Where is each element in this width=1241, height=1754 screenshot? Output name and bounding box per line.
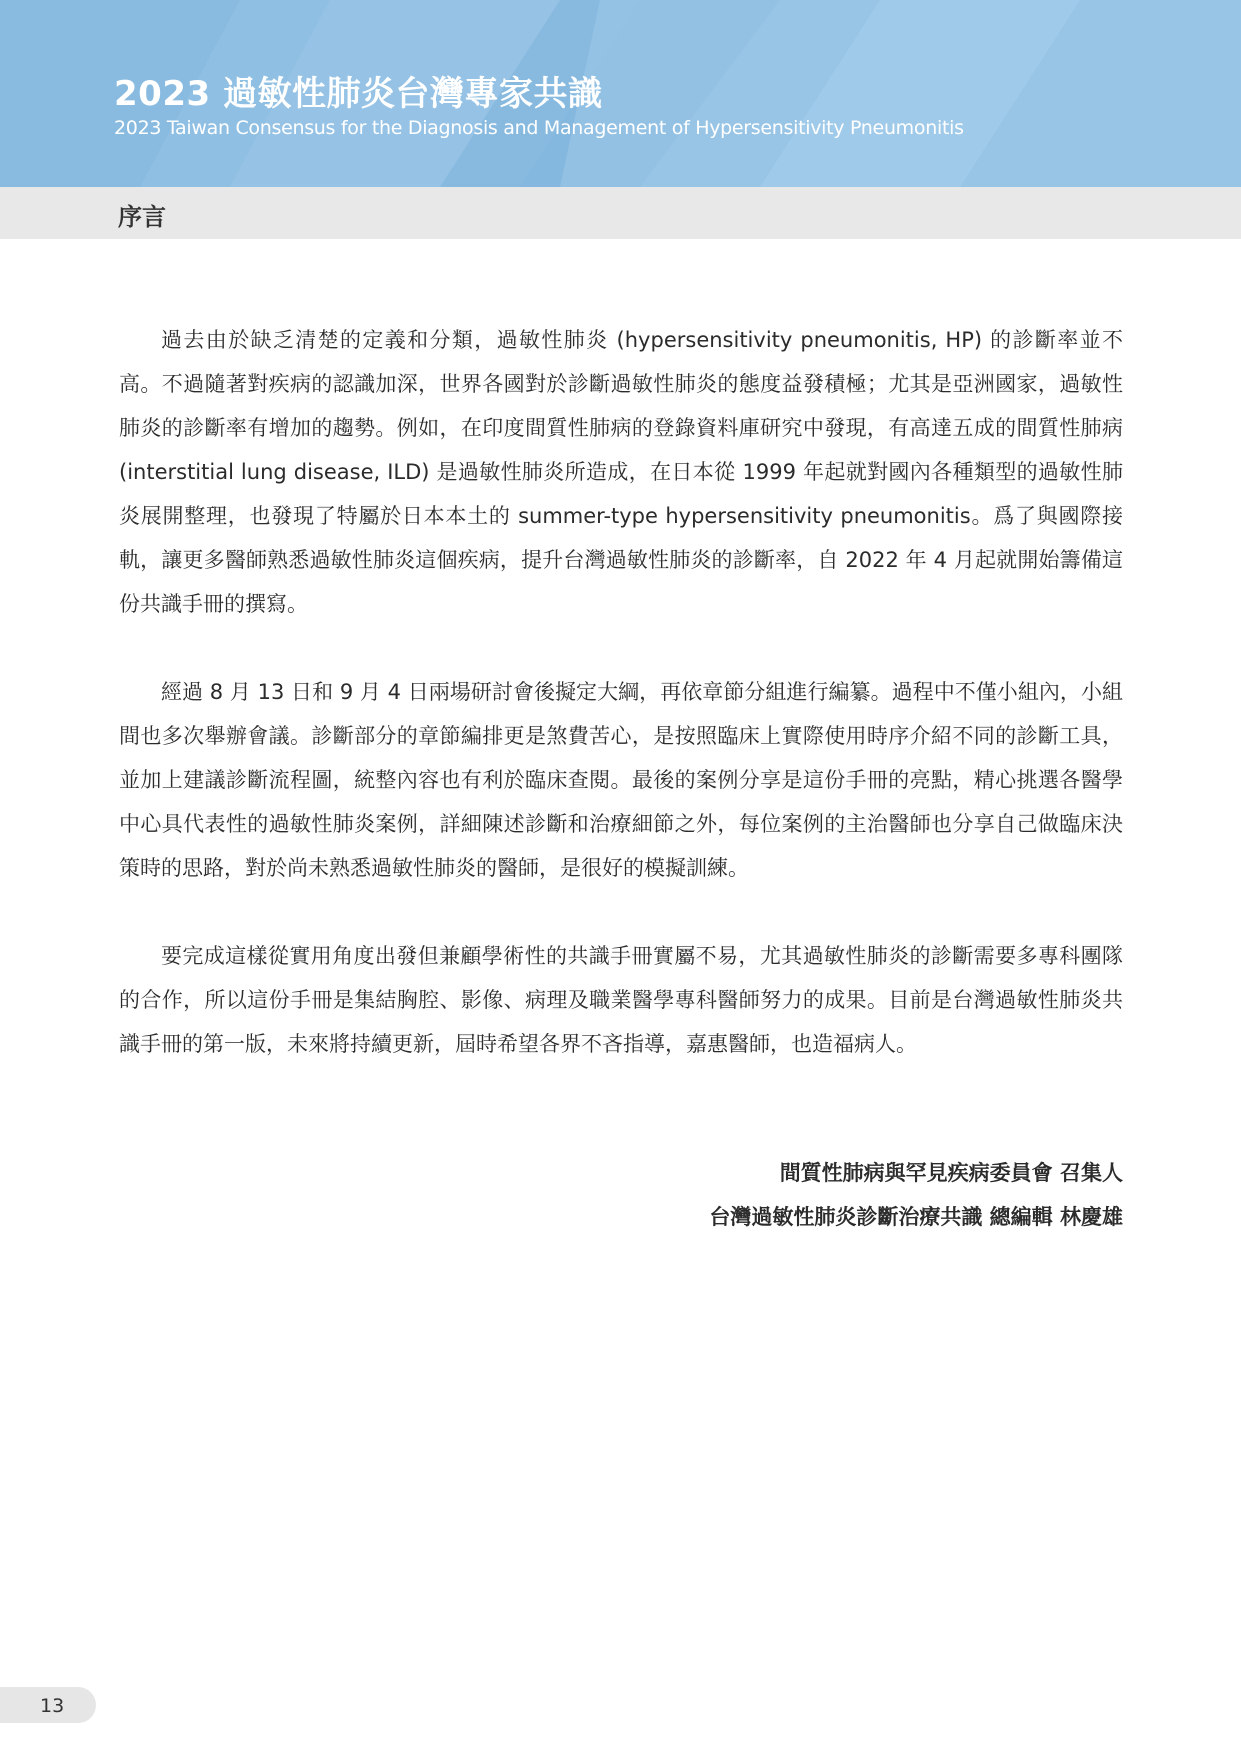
header-banner <box>0 0 1241 187</box>
document-subtitle: 2023 Taiwan Consensus for the Diagnosis and Management of Hypersensitivity Pneumonitis <box>114 117 964 139</box>
section-heading: 序言 <box>118 203 166 231</box>
paragraph-3: 要完成這樣從實用角度出發但兼顧學術性的共識手冊實屬不易，尤其過敏性肺炎的診斷需要多專科團隊的合作，所以這份手冊是集結胸腔、影像、病理及職業醫學專科醫師努力的成果。目前是台灣過敏性肺炎共識手冊的第一版，未來將持續更新，屆時希望各界不吝指導，嘉惠醫師，也造福病人。 <box>119 944 1123 1056</box>
page-number: 13 <box>40 1695 65 1717</box>
signature-line-1: 間質性肺病與罕見疾病委員會 召集人 <box>779 1161 1123 1185</box>
preface-body <box>119 318 1123 1110</box>
paragraph-2: 經過 8 月 13 日和 9 月 4 日兩場研討會後擬定大綱，再依章節分組進行編纂。過程中不僅小組內，小組間也多次舉辦會議。診斷部分的章節編排更是煞費苦心，是按照臨床上實際使用時序介紹不同的診斷工具，並加上建議診斷流程圖，統整內容也有利於臨床查閱。最後的案例分享是這份手冊的亮點，精心挑選各醫學中心具代表性的過敏性肺炎案例，詳細陳述診斷和治療細節之外，每位案例的主治醫師也分享自己做臨床決策時的思路，對於尚未熟悉過敏性肺炎的醫師，是很好的模擬訓練。 <box>119 680 1123 880</box>
section-bar <box>0 187 1241 239</box>
paragraph-1: 過去由於缺乏清楚的定義和分類，過敏性肺炎 (hypersensitivity pneumonitis, HP) 的診斷率並不高。不過隨著對疾病的認識加深，世界各國對於診斷過敏性肺炎的態度益發積極；尤其是亞洲國家，過敏性肺炎的診斷率有增加的趨勢。例如，在印度間質性肺病的登錄資料庫研究中發現，有高達五成的間質性肺病 (interstitial lung disease, ILD) 是過敏性肺炎所造成，在日本從 1999 年起就對國內各種類型的過敏性肺炎展開整理，也發現了特屬於日本本土的 summer-type hypersensitivity pneumonitis。爲了與國際接軌，讓更多醫師熟悉過敏性肺炎這個疾病，提升台灣過敏性肺炎的診斷率，自 2022 年 4 月起就開始籌備這份共識手冊的撰寫。 <box>119 328 1123 616</box>
signature-block <box>709 1151 1123 1239</box>
signature-line-2: 台灣過敏性肺炎診斷治療共識 總編輯 林慶雄 <box>709 1205 1123 1229</box>
document-title: 2023 過敏性肺炎台灣專家共識 <box>114 74 603 114</box>
